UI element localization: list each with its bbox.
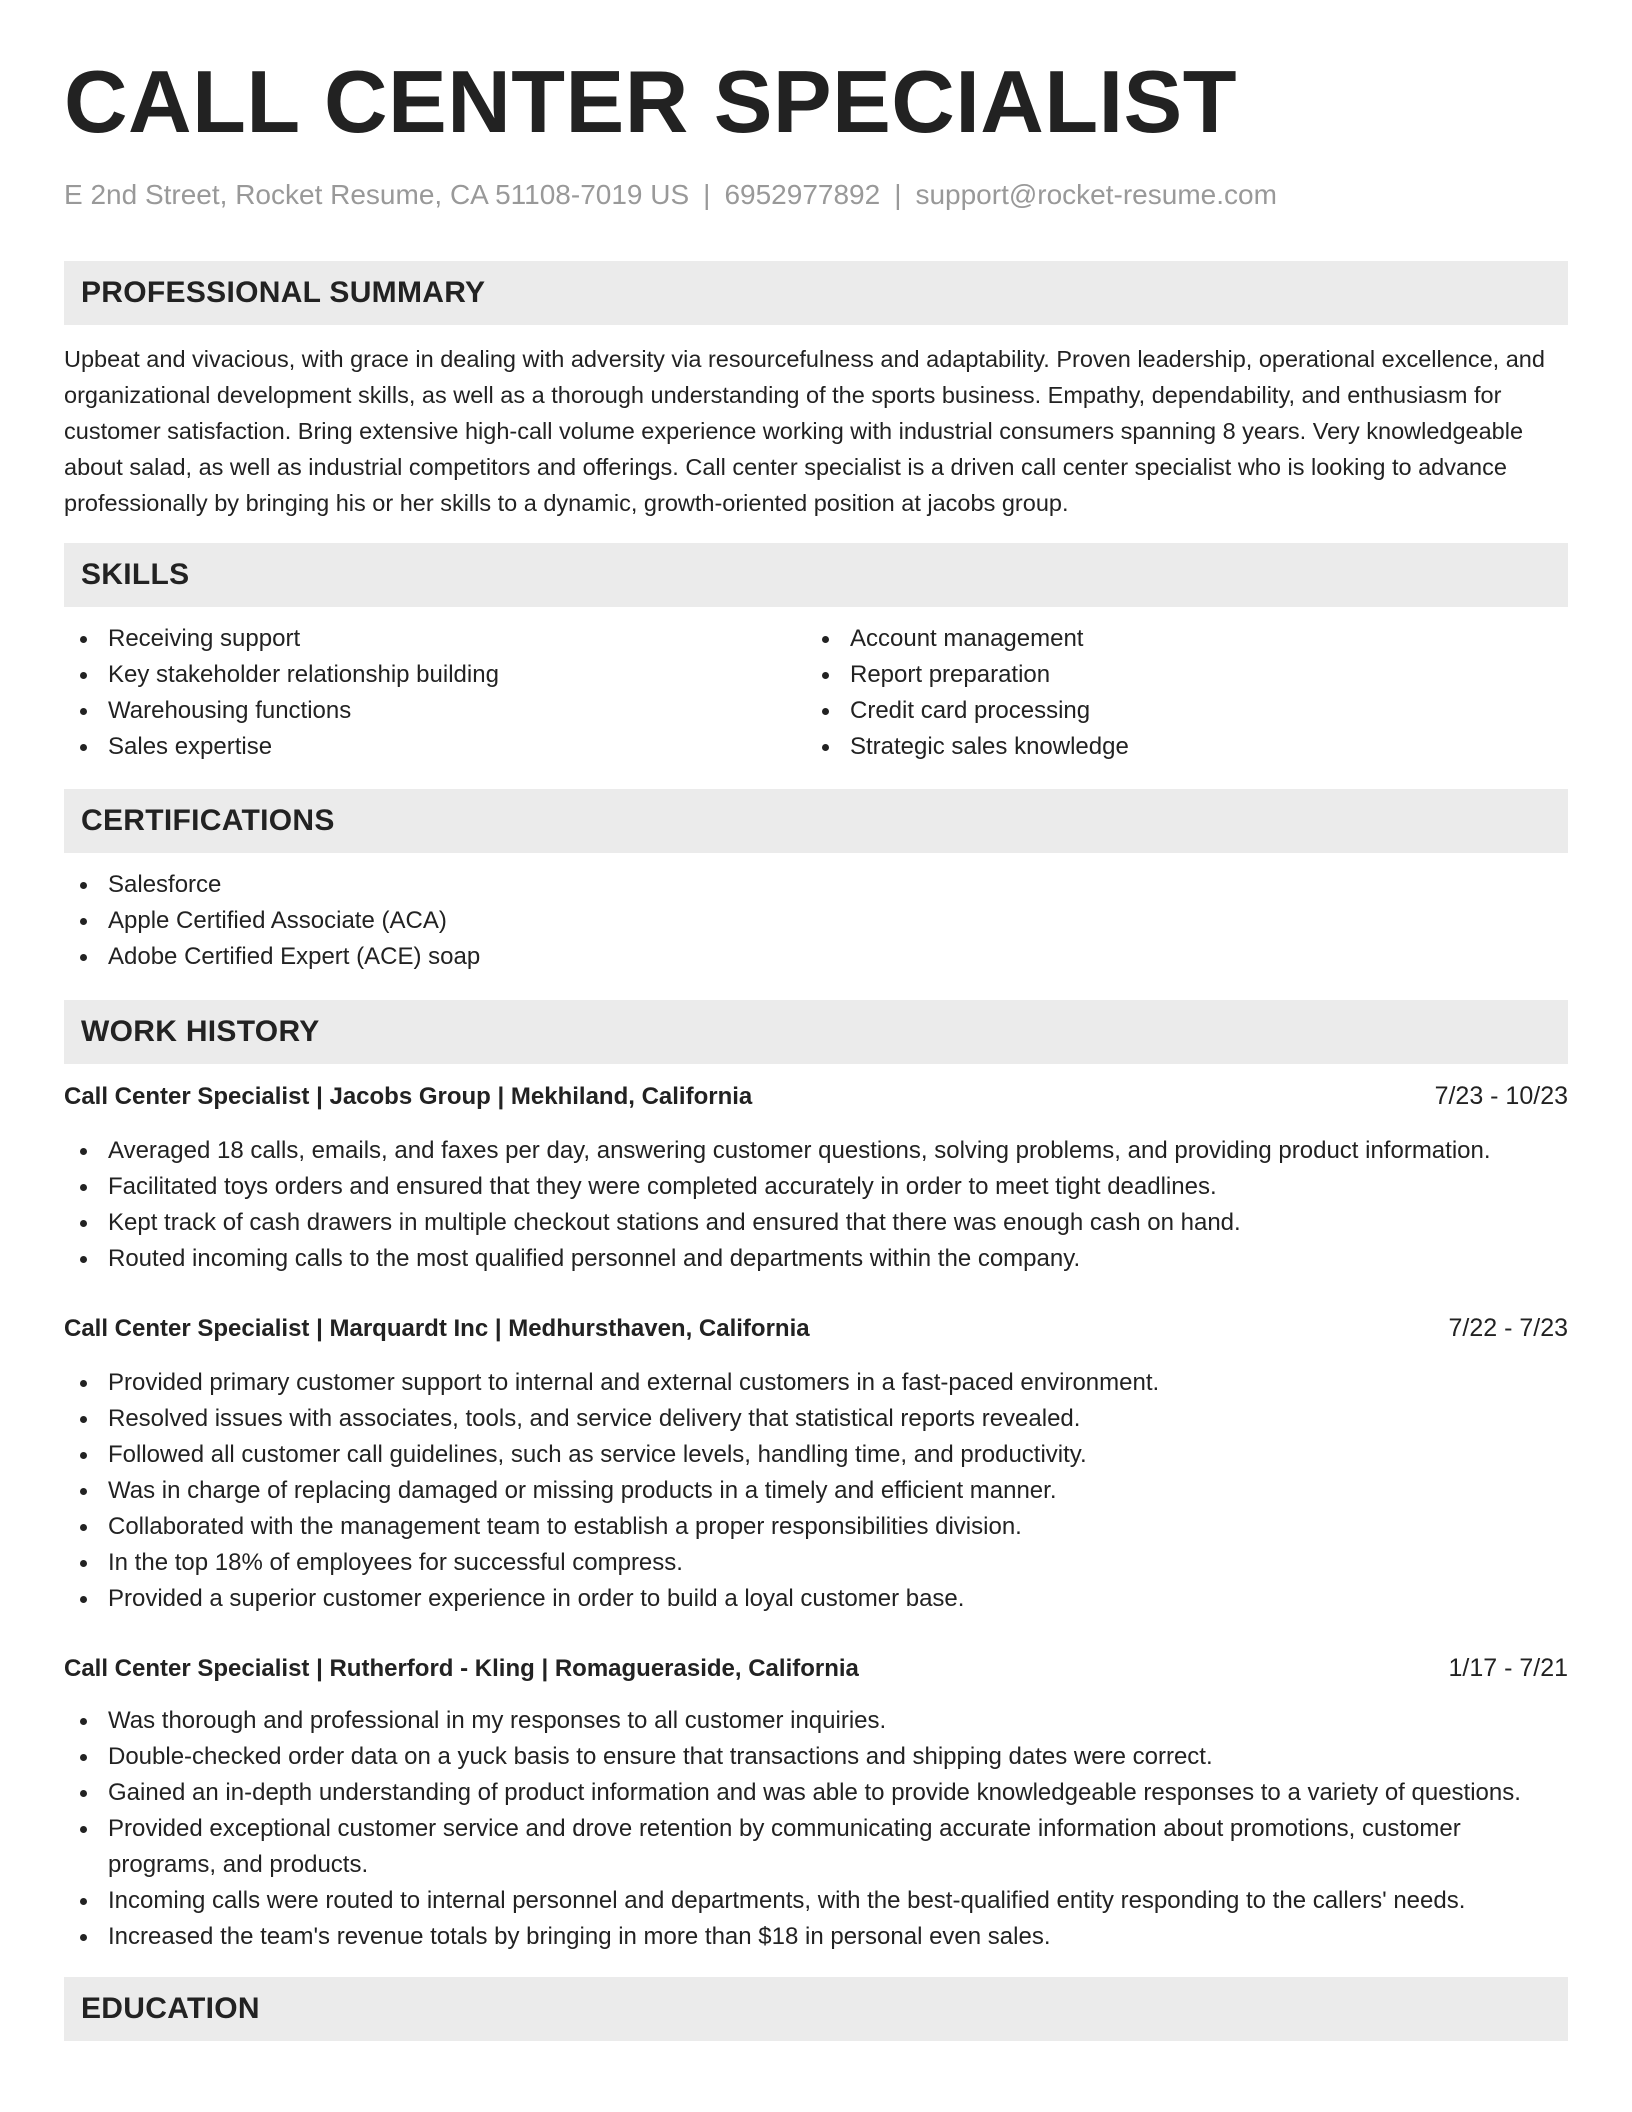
job-bullet: Facilitated toys orders and ensured that they were completed accurately in order to meet tight deadlines. <box>64 1169 1568 1205</box>
summary-text: Upbeat and vivacious, with grace in dealing with adversity via resourcefulness and adaptability. Proven leadership, operational excellence, and organizational development skills, as well as a thorough understanding of the sports business. Empathy, dependability, and enthusiasm for customer satisfaction. Bring extensive high-call volume experience working with industrial consumers spanning 8 years. Very knowledgeable about salad, as well as industrial competitors and offerings. Call center specialist is a driven call center specialist who is looking to advance professionally by bringing his or her skills to a dynamic, growth-oriented position at jacobs group. <box>64 346 1545 516</box>
skills-section-title: SKILLS <box>81 558 190 591</box>
job-bullet: Gained an in-depth understanding of product information and was able to provide knowledgeable responses to a variety of questions. <box>64 1775 1568 1811</box>
job-bullet: Was in charge of replacing damaged or missing products in a timely and efficient manner. <box>64 1473 1568 1509</box>
skills-column-left <box>64 621 806 765</box>
job-bullets <box>64 1703 1568 1955</box>
job-bullet: Followed all customer call guidelines, such as service levels, handling time, and productivity. <box>64 1437 1568 1473</box>
education-section-header <box>64 1977 1568 2041</box>
job-dates: 7/22 - 7/23 <box>1448 1314 1568 1342</box>
skill-item: Account management <box>806 621 1548 657</box>
contact-separator: | <box>894 179 902 210</box>
contact-phone: 6952977892 <box>724 179 881 210</box>
certifications-list <box>64 867 1568 975</box>
summary-section-header <box>64 261 1568 325</box>
skill-item: Strategic sales knowledge <box>806 729 1548 765</box>
job-header <box>64 1650 1568 1687</box>
job-bullet: Incoming calls were routed to internal personnel and departments, with the best-qualified entity responding to the callers' needs. <box>64 1883 1568 1919</box>
skill-item: Key stakeholder relationship building <box>64 657 806 693</box>
job-bullets <box>64 1133 1568 1277</box>
certification-item: Salesforce <box>64 867 1568 903</box>
skills-grid <box>64 621 1568 765</box>
job-header <box>64 1078 1568 1115</box>
education-section-title: EDUCATION <box>81 1992 260 2025</box>
contact-email[interactable]: support@rocket-resume.com <box>915 179 1277 210</box>
job-header <box>64 1310 1568 1347</box>
skill-item: Sales expertise <box>64 729 806 765</box>
candidate-name: CALL CENTER SPECIALIST <box>64 52 1238 151</box>
skill-item: Warehousing functions <box>64 693 806 729</box>
job-entry <box>64 1310 1568 1617</box>
skills-list-right <box>806 621 1548 765</box>
job-entry <box>64 1650 1568 1955</box>
job-bullets <box>64 1365 1568 1617</box>
job-heading: Call Center Specialist | Rutherford - Kling | Romagueraside, California <box>64 1655 859 1682</box>
job-bullet: In the top 18% of employees for successful compress. <box>64 1545 1568 1581</box>
skills-list-left <box>64 621 806 765</box>
certifications-section-title: CERTIFICATIONS <box>81 804 335 837</box>
job-dates: 1/17 - 7/21 <box>1448 1654 1568 1682</box>
job-bullet: Double-checked order data on a yuck basis to ensure that transactions and shipping dates were correct. <box>64 1739 1568 1775</box>
job-bullet: Resolved issues with associates, tools, and service delivery that statistical reports revealed. <box>64 1401 1568 1437</box>
job-bullet: Was thorough and professional in my responses to all customer inquiries. <box>64 1703 1568 1739</box>
contact-address: E 2nd Street, Rocket Resume, CA 51108-7019 US <box>64 179 690 210</box>
certification-item: Adobe Certified Expert (ACE) soap <box>64 939 1568 975</box>
job-bullet: Provided exceptional customer service and drove retention by communicating accurate information about promotions, customer programs, and products. <box>64 1811 1568 1883</box>
job-bullet: Routed incoming calls to the most qualified personnel and departments within the company. <box>64 1241 1568 1277</box>
job-heading: Call Center Specialist | Jacobs Group | Mekhiland, California <box>64 1083 753 1110</box>
work-section-header <box>64 1000 1568 1064</box>
job-heading: Call Center Specialist | Marquardt Inc | Medhursthaven, California <box>64 1315 810 1342</box>
skill-item: Receiving support <box>64 621 806 657</box>
job-bullet: Provided a superior customer experience in order to build a loyal customer base. <box>64 1581 1568 1617</box>
job-bullet: Averaged 18 calls, emails, and faxes per day, answering customer questions, solving problems, and providing product information. <box>64 1133 1568 1169</box>
work-section-title: WORK HISTORY <box>81 1015 320 1048</box>
summary-section-title: PROFESSIONAL SUMMARY <box>81 276 486 309</box>
skills-section-header <box>64 543 1568 607</box>
contact-separator: | <box>703 179 711 210</box>
job-bullet: Kept track of cash drawers in multiple checkout stations and ensured that there was enough cash on hand. <box>64 1205 1568 1241</box>
certification-item: Apple Certified Associate (ACA) <box>64 903 1568 939</box>
contact-line <box>64 178 1568 212</box>
skills-column-right <box>806 621 1548 765</box>
job-dates: 7/23 - 10/23 <box>1434 1082 1568 1110</box>
skill-item: Credit card processing <box>806 693 1548 729</box>
job-bullet: Collaborated with the management team to establish a proper responsibilities division. <box>64 1509 1568 1545</box>
job-bullet: Provided primary customer support to internal and external customers in a fast-paced environment. <box>64 1365 1568 1401</box>
job-entry <box>64 1078 1568 1277</box>
skill-item: Report preparation <box>806 657 1548 693</box>
job-bullet: Increased the team's revenue totals by bringing in more than $18 in personal even sales. <box>64 1919 1568 1955</box>
certifications-section-header <box>64 789 1568 853</box>
